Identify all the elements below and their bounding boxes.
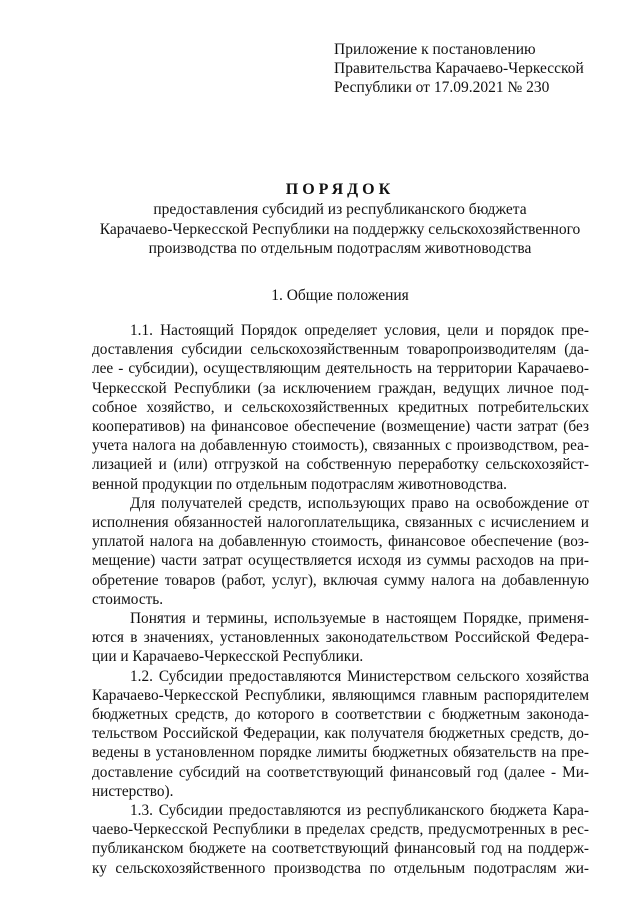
text-line: чаево-Черкесской Республики в пределах средств, предусмотренных в рес- <box>92 821 589 839</box>
text-line: 1.2. Субсидии предоставляются Министерством сельского хозяйства <box>130 667 589 685</box>
subtitle-line: предоставления субсидий из республиканского бюджета <box>153 201 527 218</box>
text-line: Черкесской Республики (за исключением граждан, ведущих личное под- <box>92 379 589 397</box>
title-block <box>60 180 620 259</box>
text-line: уплатой налога на добавленную стоимость, финансовое обеспечение (воз- <box>92 533 589 551</box>
text-line: доставления субсидии сельскохозяйственным товаропроизводителям (да- <box>92 341 589 359</box>
document-subtitle <box>60 200 620 259</box>
document-body <box>92 321 589 878</box>
text-line: кооперативов) на финансовое обеспечение (возмещение) части затрат (без <box>92 418 589 436</box>
section-heading: 1. Общие положения <box>271 287 409 304</box>
text-line: публиканском бюджете на соответствующий финансовый год на поддерж- <box>92 840 589 858</box>
text-line: мещение) части затрат осуществляется исходя из суммы расходов на при- <box>92 552 589 570</box>
paragraph <box>92 494 589 609</box>
text-line: ку сельскохозяйственного производства по отдельным подотраслям жи- <box>92 859 589 877</box>
text-line: бюджетных средств, до которого в соответствии с бюджетным законода- <box>92 706 589 724</box>
text-line: венной продукции по отдельным подотраслям животноводства. <box>92 475 507 493</box>
text-line: Для получателей средств, использующих право на освобождение от <box>130 494 589 512</box>
text-line: тельством Российской Федерации, как получателя бюджетных средств, до- <box>92 725 589 743</box>
text-line: обретение товаров (работ, услуг), включая сумму налога на добавленную <box>92 571 589 589</box>
paragraph <box>92 801 589 878</box>
paragraph <box>92 667 589 801</box>
text-line: доставление субсидий на соответствующий финансовый год (далее - Ми- <box>92 763 589 781</box>
appendix-line: Приложение к постановлению <box>334 41 536 58</box>
text-line: 1.1. Настоящий Порядок определяет условия, цели и порядок пре- <box>130 322 589 339</box>
paragraph <box>92 321 589 494</box>
text-line: собное хозяйство, и сельскохозяйственных кредитных потребительских <box>92 398 589 416</box>
document-title: ПОРЯДОК <box>285 181 395 198</box>
text-line: исполнения обязанностей налогоплательщика, связанных с исчислением и <box>92 514 589 532</box>
text-line: стоимость. <box>92 590 164 608</box>
subtitle-line: производства по отдельным подотраслям животноводства <box>148 240 532 257</box>
subtitle-line: Карачаево-Черкесской Республики на поддержку сельскохозяйственного <box>99 220 581 238</box>
text-line: ведены в установленном порядке лимиты бюджетных обязательств на пре- <box>92 744 589 762</box>
appendix-line: Правительства Карачаево-Черкесской <box>334 60 584 77</box>
appendix-reference <box>334 40 584 97</box>
text-line: лее - субсидии), осуществляющим деятельность на территории Карачаево- <box>92 360 589 378</box>
paragraph <box>92 609 589 667</box>
text-line: нистерство). <box>92 782 174 800</box>
text-line: 1.3. Субсидии предоставляются из республиканского бюджета Кара- <box>130 802 589 820</box>
text-line: ются в значениях, установленных законодательством Российской Федера- <box>92 629 589 647</box>
text-line: лизацией и (или) отгрузкой на собственную переработку сельскохозяйст- <box>92 456 589 474</box>
text-line: Понятия и термины, используемые в настоящем Порядке, применя- <box>130 610 589 628</box>
appendix-line: Республики от 17.09.2021 № 230 <box>334 79 550 96</box>
text-line: учета налога на добавленную стоимость), связанных с производством, реа- <box>92 437 589 455</box>
text-line: Карачаево-Черкесской Республики, являющимся главным распорядителем <box>92 686 589 704</box>
text-line: ции и Карачаево-Черкесской Республики. <box>92 648 364 666</box>
